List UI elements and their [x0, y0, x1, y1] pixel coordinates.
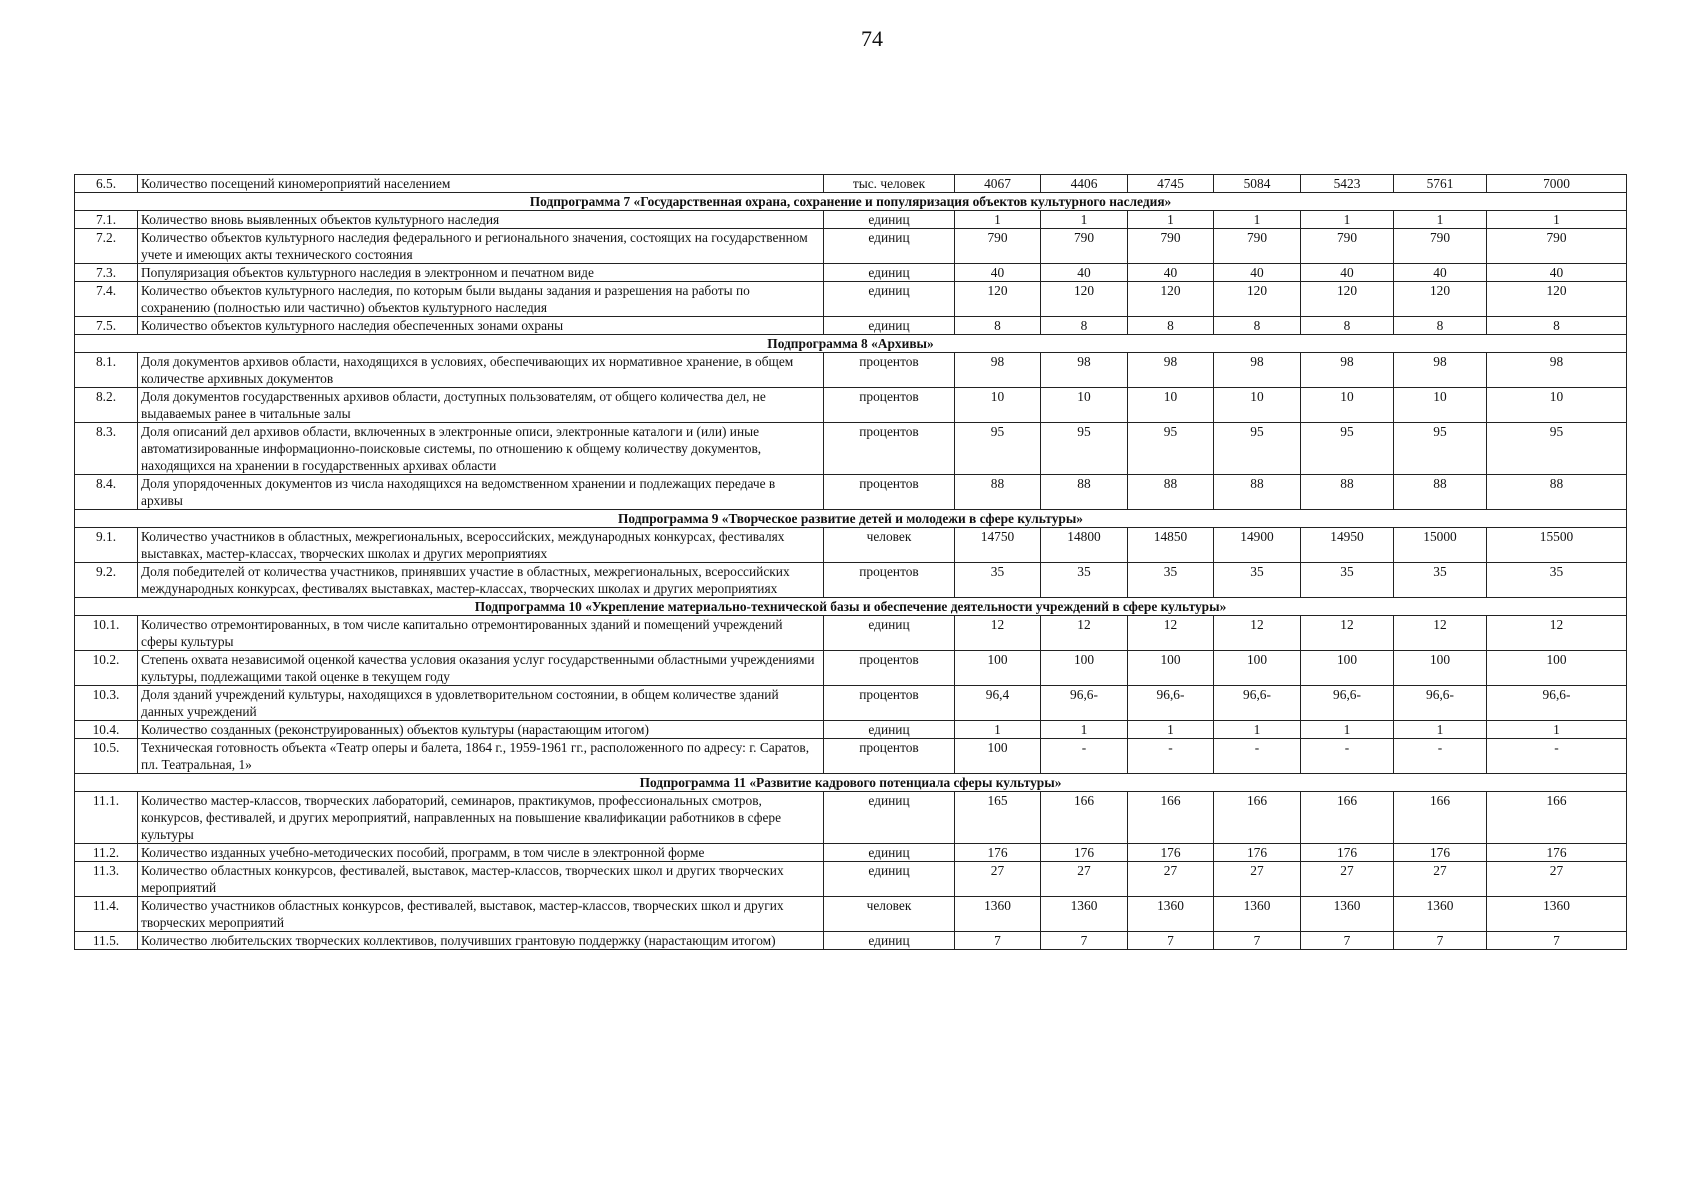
value-cell: 165 — [955, 792, 1041, 844]
value-cell: 100 — [955, 739, 1041, 774]
indicator-name: Доля описаний дел архивов области, включенных в электронные описи, электронные каталоги и (или) иные автоматизированные информационно-поисковые системы, по отношению к общему количеству документов, находящихся на хранении в государственных архивах области — [138, 423, 824, 475]
value-cell: 96,6- — [1128, 686, 1214, 721]
value-cell: 166 — [1128, 792, 1214, 844]
indicator-name: Количество посещений киномероприятий населением — [138, 175, 824, 193]
unit-cell: единиц — [824, 211, 955, 229]
unit-cell: единиц — [824, 229, 955, 264]
value-cell: 27 — [1214, 862, 1301, 897]
table-row — [75, 792, 1627, 844]
value-cell: 12 — [1128, 616, 1214, 651]
indicator-name: Доля документов архивов области, находящихся в условиях, обеспечивающих их нормативное хранение, в общем количестве архивных документов — [138, 353, 824, 388]
row-number: 10.3. — [75, 686, 138, 721]
table-row — [75, 686, 1627, 721]
section-row — [75, 598, 1627, 616]
value-cell: 35 — [955, 563, 1041, 598]
value-cell: 166 — [1394, 792, 1487, 844]
value-cell: 88 — [1394, 475, 1487, 510]
value-cell: 15500 — [1487, 528, 1627, 563]
indicator-name: Степень охвата независимой оценкой качества условия оказания услуг государственными областными учреждениями культуры, подлежащими такой оценке в текущем году — [138, 651, 824, 686]
table-body — [75, 175, 1627, 950]
unit-cell: человек — [824, 897, 955, 932]
row-number: 10.2. — [75, 651, 138, 686]
value-cell: 98 — [1041, 353, 1128, 388]
unit-cell: единиц — [824, 862, 955, 897]
row-number: 7.5. — [75, 317, 138, 335]
value-cell: 10 — [955, 388, 1041, 423]
row-number: 8.4. — [75, 475, 138, 510]
value-cell: 100 — [1128, 651, 1214, 686]
unit-cell: процентов — [824, 563, 955, 598]
value-cell: 8 — [1394, 317, 1487, 335]
value-cell: 10 — [1487, 388, 1627, 423]
value-cell: 120 — [955, 282, 1041, 317]
value-cell: 7000 — [1487, 175, 1627, 193]
value-cell: 1360 — [1214, 897, 1301, 932]
value-cell: 14750 — [955, 528, 1041, 563]
row-number: 7.1. — [75, 211, 138, 229]
indicator-name: Доля победителей от количества участников, принявших участие в областных, межрегиональных, всероссийских международных конкурсах, фестивалях выставках, мастер-классах, творческих школах и других мероприятиях — [138, 563, 824, 598]
value-cell: 40 — [1214, 264, 1301, 282]
value-cell: 120 — [1394, 282, 1487, 317]
table-row — [75, 175, 1627, 193]
value-cell: 95 — [1214, 423, 1301, 475]
row-number: 9.1. — [75, 528, 138, 563]
unit-cell: процентов — [824, 651, 955, 686]
indicator-name: Количество объектов культурного наследия федерального и регионального значения, состоящих на государственном учете и имеющих акты технического состояния — [138, 229, 824, 264]
table-row — [75, 651, 1627, 686]
value-cell: 1 — [1301, 721, 1394, 739]
value-cell: 27 — [1301, 862, 1394, 897]
value-cell: 1 — [1394, 721, 1487, 739]
value-cell: 98 — [1301, 353, 1394, 388]
value-cell: 35 — [1041, 563, 1128, 598]
unit-cell: единиц — [824, 721, 955, 739]
value-cell: 10 — [1128, 388, 1214, 423]
row-number: 7.3. — [75, 264, 138, 282]
value-cell: 40 — [1128, 264, 1214, 282]
value-cell: 176 — [1041, 844, 1128, 862]
unit-cell: процентов — [824, 475, 955, 510]
value-cell: 40 — [1487, 264, 1627, 282]
value-cell: 120 — [1214, 282, 1301, 317]
table-row — [75, 616, 1627, 651]
value-cell: 8 — [1041, 317, 1128, 335]
value-cell: 88 — [1041, 475, 1128, 510]
unit-cell: единиц — [824, 282, 955, 317]
value-cell: 7 — [1394, 932, 1487, 950]
value-cell: 12 — [1301, 616, 1394, 651]
table-row — [75, 282, 1627, 317]
value-cell: 176 — [1128, 844, 1214, 862]
value-cell: 790 — [1301, 229, 1394, 264]
value-cell: 88 — [1301, 475, 1394, 510]
row-number: 11.4. — [75, 897, 138, 932]
value-cell: 96,6- — [1394, 686, 1487, 721]
value-cell: 1360 — [1394, 897, 1487, 932]
value-cell: 1 — [1301, 211, 1394, 229]
value-cell: 7 — [1214, 932, 1301, 950]
table-row — [75, 229, 1627, 264]
value-cell: 1 — [955, 211, 1041, 229]
table-row — [75, 739, 1627, 774]
table-row — [75, 897, 1627, 932]
value-cell: 5761 — [1394, 175, 1487, 193]
indicator-name: Доля упорядоченных документов из числа находящихся на ведомственном хранении и подлежащих передаче в архивы — [138, 475, 824, 510]
section-title: Подпрограмма 11 «Развитие кадрового потенциала сферы культуры» — [75, 774, 1627, 792]
unit-cell: человек — [824, 528, 955, 563]
indicator-name: Количество участников областных конкурсов, фестивалей, выставок, мастер-классов, творческих школ и других творческих мероприятий — [138, 897, 824, 932]
value-cell: 790 — [1041, 229, 1128, 264]
row-number: 10.4. — [75, 721, 138, 739]
value-cell: 12 — [1214, 616, 1301, 651]
unit-cell: единиц — [824, 792, 955, 844]
value-cell: 120 — [1041, 282, 1128, 317]
section-row — [75, 335, 1627, 353]
value-cell: 120 — [1128, 282, 1214, 317]
value-cell: 98 — [1487, 353, 1627, 388]
value-cell: 4067 — [955, 175, 1041, 193]
table-row — [75, 932, 1627, 950]
row-number: 11.5. — [75, 932, 138, 950]
value-cell: - — [1128, 739, 1214, 774]
section-title: Подпрограмма 8 «Архивы» — [75, 335, 1627, 353]
section-title: Подпрограмма 7 «Государственная охрана, сохранение и популяризация объектов культурного наследия» — [75, 193, 1627, 211]
value-cell: 95 — [1041, 423, 1128, 475]
table-row — [75, 528, 1627, 563]
unit-cell: единиц — [824, 844, 955, 862]
value-cell: - — [1394, 739, 1487, 774]
value-cell: 1360 — [1041, 897, 1128, 932]
value-cell: 1 — [955, 721, 1041, 739]
indicator-name: Количество объектов культурного наследия, по которым были выданы задания и разрешения на работы по сохранению (полностью или частично) объектов культурного наследия — [138, 282, 824, 317]
value-cell: 1360 — [1128, 897, 1214, 932]
row-number: 7.4. — [75, 282, 138, 317]
value-cell: 96,6- — [1214, 686, 1301, 721]
section-row — [75, 193, 1627, 211]
value-cell: 40 — [955, 264, 1041, 282]
value-cell: 100 — [1301, 651, 1394, 686]
value-cell: 1 — [1041, 211, 1128, 229]
row-number: 8.3. — [75, 423, 138, 475]
unit-cell: процентов — [824, 686, 955, 721]
section-row — [75, 510, 1627, 528]
value-cell: 8 — [1301, 317, 1394, 335]
unit-cell: тыс. человек — [824, 175, 955, 193]
unit-cell: процентов — [824, 353, 955, 388]
value-cell: 7 — [1487, 932, 1627, 950]
value-cell: 14850 — [1128, 528, 1214, 563]
value-cell: 95 — [1394, 423, 1487, 475]
value-cell: 1 — [1487, 211, 1627, 229]
table-row — [75, 264, 1627, 282]
value-cell: 176 — [1301, 844, 1394, 862]
value-cell: 8 — [1128, 317, 1214, 335]
value-cell: 27 — [1394, 862, 1487, 897]
row-number: 11.3. — [75, 862, 138, 897]
value-cell: 176 — [1394, 844, 1487, 862]
unit-cell: единиц — [824, 616, 955, 651]
table-row — [75, 844, 1627, 862]
unit-cell: процентов — [824, 739, 955, 774]
value-cell: - — [1214, 739, 1301, 774]
value-cell: 790 — [1487, 229, 1627, 264]
indicator-name: Доля зданий учреждений культуры, находящихся в удовлетворительном состоянии, в общем количестве зданий данных учреждений — [138, 686, 824, 721]
value-cell: 100 — [1214, 651, 1301, 686]
value-cell: 14900 — [1214, 528, 1301, 563]
value-cell: 98 — [1214, 353, 1301, 388]
value-cell: 10 — [1394, 388, 1487, 423]
value-cell: 100 — [1487, 651, 1627, 686]
indicator-name: Количество объектов культурного наследия обеспеченных зонами охраны — [138, 317, 824, 335]
value-cell: 166 — [1214, 792, 1301, 844]
value-cell: 95 — [955, 423, 1041, 475]
table-row — [75, 353, 1627, 388]
value-cell: 40 — [1301, 264, 1394, 282]
indicator-name: Количество любительских творческих коллективов, получивших грантовую поддержку (нарастающим итогом) — [138, 932, 824, 950]
row-number: 10.1. — [75, 616, 138, 651]
value-cell: 35 — [1394, 563, 1487, 598]
unit-cell: процентов — [824, 388, 955, 423]
row-number: 9.2. — [75, 563, 138, 598]
row-number: 7.2. — [75, 229, 138, 264]
value-cell: 166 — [1487, 792, 1627, 844]
value-cell: 176 — [1487, 844, 1627, 862]
row-number: 8.1. — [75, 353, 138, 388]
indicator-name: Количество созданных (реконструированных) объектов культуры (нарастающим итогом) — [138, 721, 824, 739]
indicator-name: Количество отремонтированных, в том числе капитально отремонтированных зданий и помещений учреждений сферы культуры — [138, 616, 824, 651]
value-cell: 1 — [1394, 211, 1487, 229]
section-title: Подпрограмма 10 «Укрепление материально-технической базы и обеспечение деятельности учреждений в сфере культуры» — [75, 598, 1627, 616]
value-cell: 100 — [1394, 651, 1487, 686]
value-cell: 35 — [1128, 563, 1214, 598]
value-cell: 10 — [1041, 388, 1128, 423]
value-cell: 88 — [955, 475, 1041, 510]
section-row — [75, 774, 1627, 792]
indicator-name: Техническая готовность объекта «Театр оперы и балета, 1864 г., 1959-1961 гг., расположенного по адресу: г. Саратов, пл. Театральная, 1» — [138, 739, 824, 774]
value-cell: 96,6- — [1301, 686, 1394, 721]
value-cell: 8 — [1487, 317, 1627, 335]
table-row — [75, 475, 1627, 510]
value-cell: 27 — [1041, 862, 1128, 897]
table-row — [75, 211, 1627, 229]
row-number: 11.1. — [75, 792, 138, 844]
value-cell: - — [1301, 739, 1394, 774]
value-cell: 7 — [1128, 932, 1214, 950]
value-cell: 12 — [1394, 616, 1487, 651]
page-number: 74 — [861, 26, 883, 51]
indicator-name: Количество областных конкурсов, фестивалей, выставок, мастер-классов, творческих школ и других творческих мероприятий — [138, 862, 824, 897]
value-cell: 100 — [1041, 651, 1128, 686]
value-cell: 88 — [1487, 475, 1627, 510]
table-row — [75, 317, 1627, 335]
value-cell: 96,4 — [955, 686, 1041, 721]
value-cell: 96,6- — [1487, 686, 1627, 721]
value-cell: 790 — [1128, 229, 1214, 264]
value-cell: - — [1487, 739, 1627, 774]
value-cell: 790 — [1214, 229, 1301, 264]
value-cell: 120 — [1301, 282, 1394, 317]
unit-cell: единиц — [824, 932, 955, 950]
table-row — [75, 423, 1627, 475]
unit-cell: процентов — [824, 423, 955, 475]
unit-cell: единиц — [824, 264, 955, 282]
table-row — [75, 388, 1627, 423]
indicator-name: Количество участников в областных, межрегиональных, всероссийских, международных конкурсах, фестивалях выставках, мастер-классах, творческих школах и других мероприятиях — [138, 528, 824, 563]
value-cell: 10 — [1301, 388, 1394, 423]
value-cell: 1 — [1214, 721, 1301, 739]
section-title: Подпрограмма 9 «Творческое развитие детей и молодежи в сфере культуры» — [75, 510, 1627, 528]
value-cell: 95 — [1301, 423, 1394, 475]
value-cell: 1 — [1214, 211, 1301, 229]
value-cell: 176 — [1214, 844, 1301, 862]
value-cell: 98 — [1394, 353, 1487, 388]
value-cell: 14950 — [1301, 528, 1394, 563]
value-cell: 1 — [1128, 721, 1214, 739]
value-cell: 4745 — [1128, 175, 1214, 193]
value-cell: 98 — [1128, 353, 1214, 388]
indicator-name: Популяризация объектов культурного наследия в электронном и печатном виде — [138, 264, 824, 282]
indicator-name: Доля документов государственных архивов области, доступных пользователям, от общего количества дел, не выдаваемых ранее в читальные залы — [138, 388, 824, 423]
row-number: 11.2. — [75, 844, 138, 862]
value-cell: 4406 — [1041, 175, 1128, 193]
value-cell: 1 — [1041, 721, 1128, 739]
value-cell: 96,6- — [1041, 686, 1128, 721]
value-cell: 166 — [1301, 792, 1394, 844]
value-cell: - — [1041, 739, 1128, 774]
value-cell: 40 — [1394, 264, 1487, 282]
row-number: 10.5. — [75, 739, 138, 774]
table-row — [75, 721, 1627, 739]
value-cell: 35 — [1487, 563, 1627, 598]
value-cell: 98 — [955, 353, 1041, 388]
value-cell: 12 — [1487, 616, 1627, 651]
value-cell: 120 — [1487, 282, 1627, 317]
unit-cell: единиц — [824, 317, 955, 335]
value-cell: 8 — [1214, 317, 1301, 335]
value-cell: 88 — [1214, 475, 1301, 510]
row-number: 6.5. — [75, 175, 138, 193]
value-cell: 27 — [955, 862, 1041, 897]
row-number: 8.2. — [75, 388, 138, 423]
value-cell: 1360 — [955, 897, 1041, 932]
indicator-name: Количество мастер-классов, творческих лабораторий, семинаров, практикумов, профессиональных смотров, конкурсов, фестивалей, и других мероприятий, направленных на повышение квалификации работников в сфере культуры — [138, 792, 824, 844]
value-cell: 7 — [1301, 932, 1394, 950]
value-cell: 12 — [955, 616, 1041, 651]
value-cell: 790 — [955, 229, 1041, 264]
value-cell: 176 — [955, 844, 1041, 862]
value-cell: 1360 — [1301, 897, 1394, 932]
value-cell: 27 — [1128, 862, 1214, 897]
value-cell: 15000 — [1394, 528, 1487, 563]
value-cell: 7 — [955, 932, 1041, 950]
indicator-name: Количество вновь выявленных объектов культурного наследия — [138, 211, 824, 229]
value-cell: 10 — [1214, 388, 1301, 423]
value-cell: 5423 — [1301, 175, 1394, 193]
value-cell: 8 — [955, 317, 1041, 335]
table-row — [75, 563, 1627, 598]
value-cell: 12 — [1041, 616, 1128, 651]
table-row — [75, 862, 1627, 897]
value-cell: 1360 — [1487, 897, 1627, 932]
value-cell: 1 — [1487, 721, 1627, 739]
value-cell: 790 — [1394, 229, 1487, 264]
value-cell: 7 — [1041, 932, 1128, 950]
indicator-name: Количество изданных учебно-методических пособий, программ, в том числе в электронной форме — [138, 844, 824, 862]
value-cell: 166 — [1041, 792, 1128, 844]
value-cell: 14800 — [1041, 528, 1128, 563]
value-cell: 35 — [1301, 563, 1394, 598]
value-cell: 95 — [1128, 423, 1214, 475]
value-cell: 27 — [1487, 862, 1627, 897]
value-cell: 95 — [1487, 423, 1627, 475]
indicators-table — [74, 174, 1627, 950]
value-cell: 5084 — [1214, 175, 1301, 193]
value-cell: 100 — [955, 651, 1041, 686]
value-cell: 1 — [1128, 211, 1214, 229]
value-cell: 35 — [1214, 563, 1301, 598]
value-cell: 40 — [1041, 264, 1128, 282]
value-cell: 88 — [1128, 475, 1214, 510]
